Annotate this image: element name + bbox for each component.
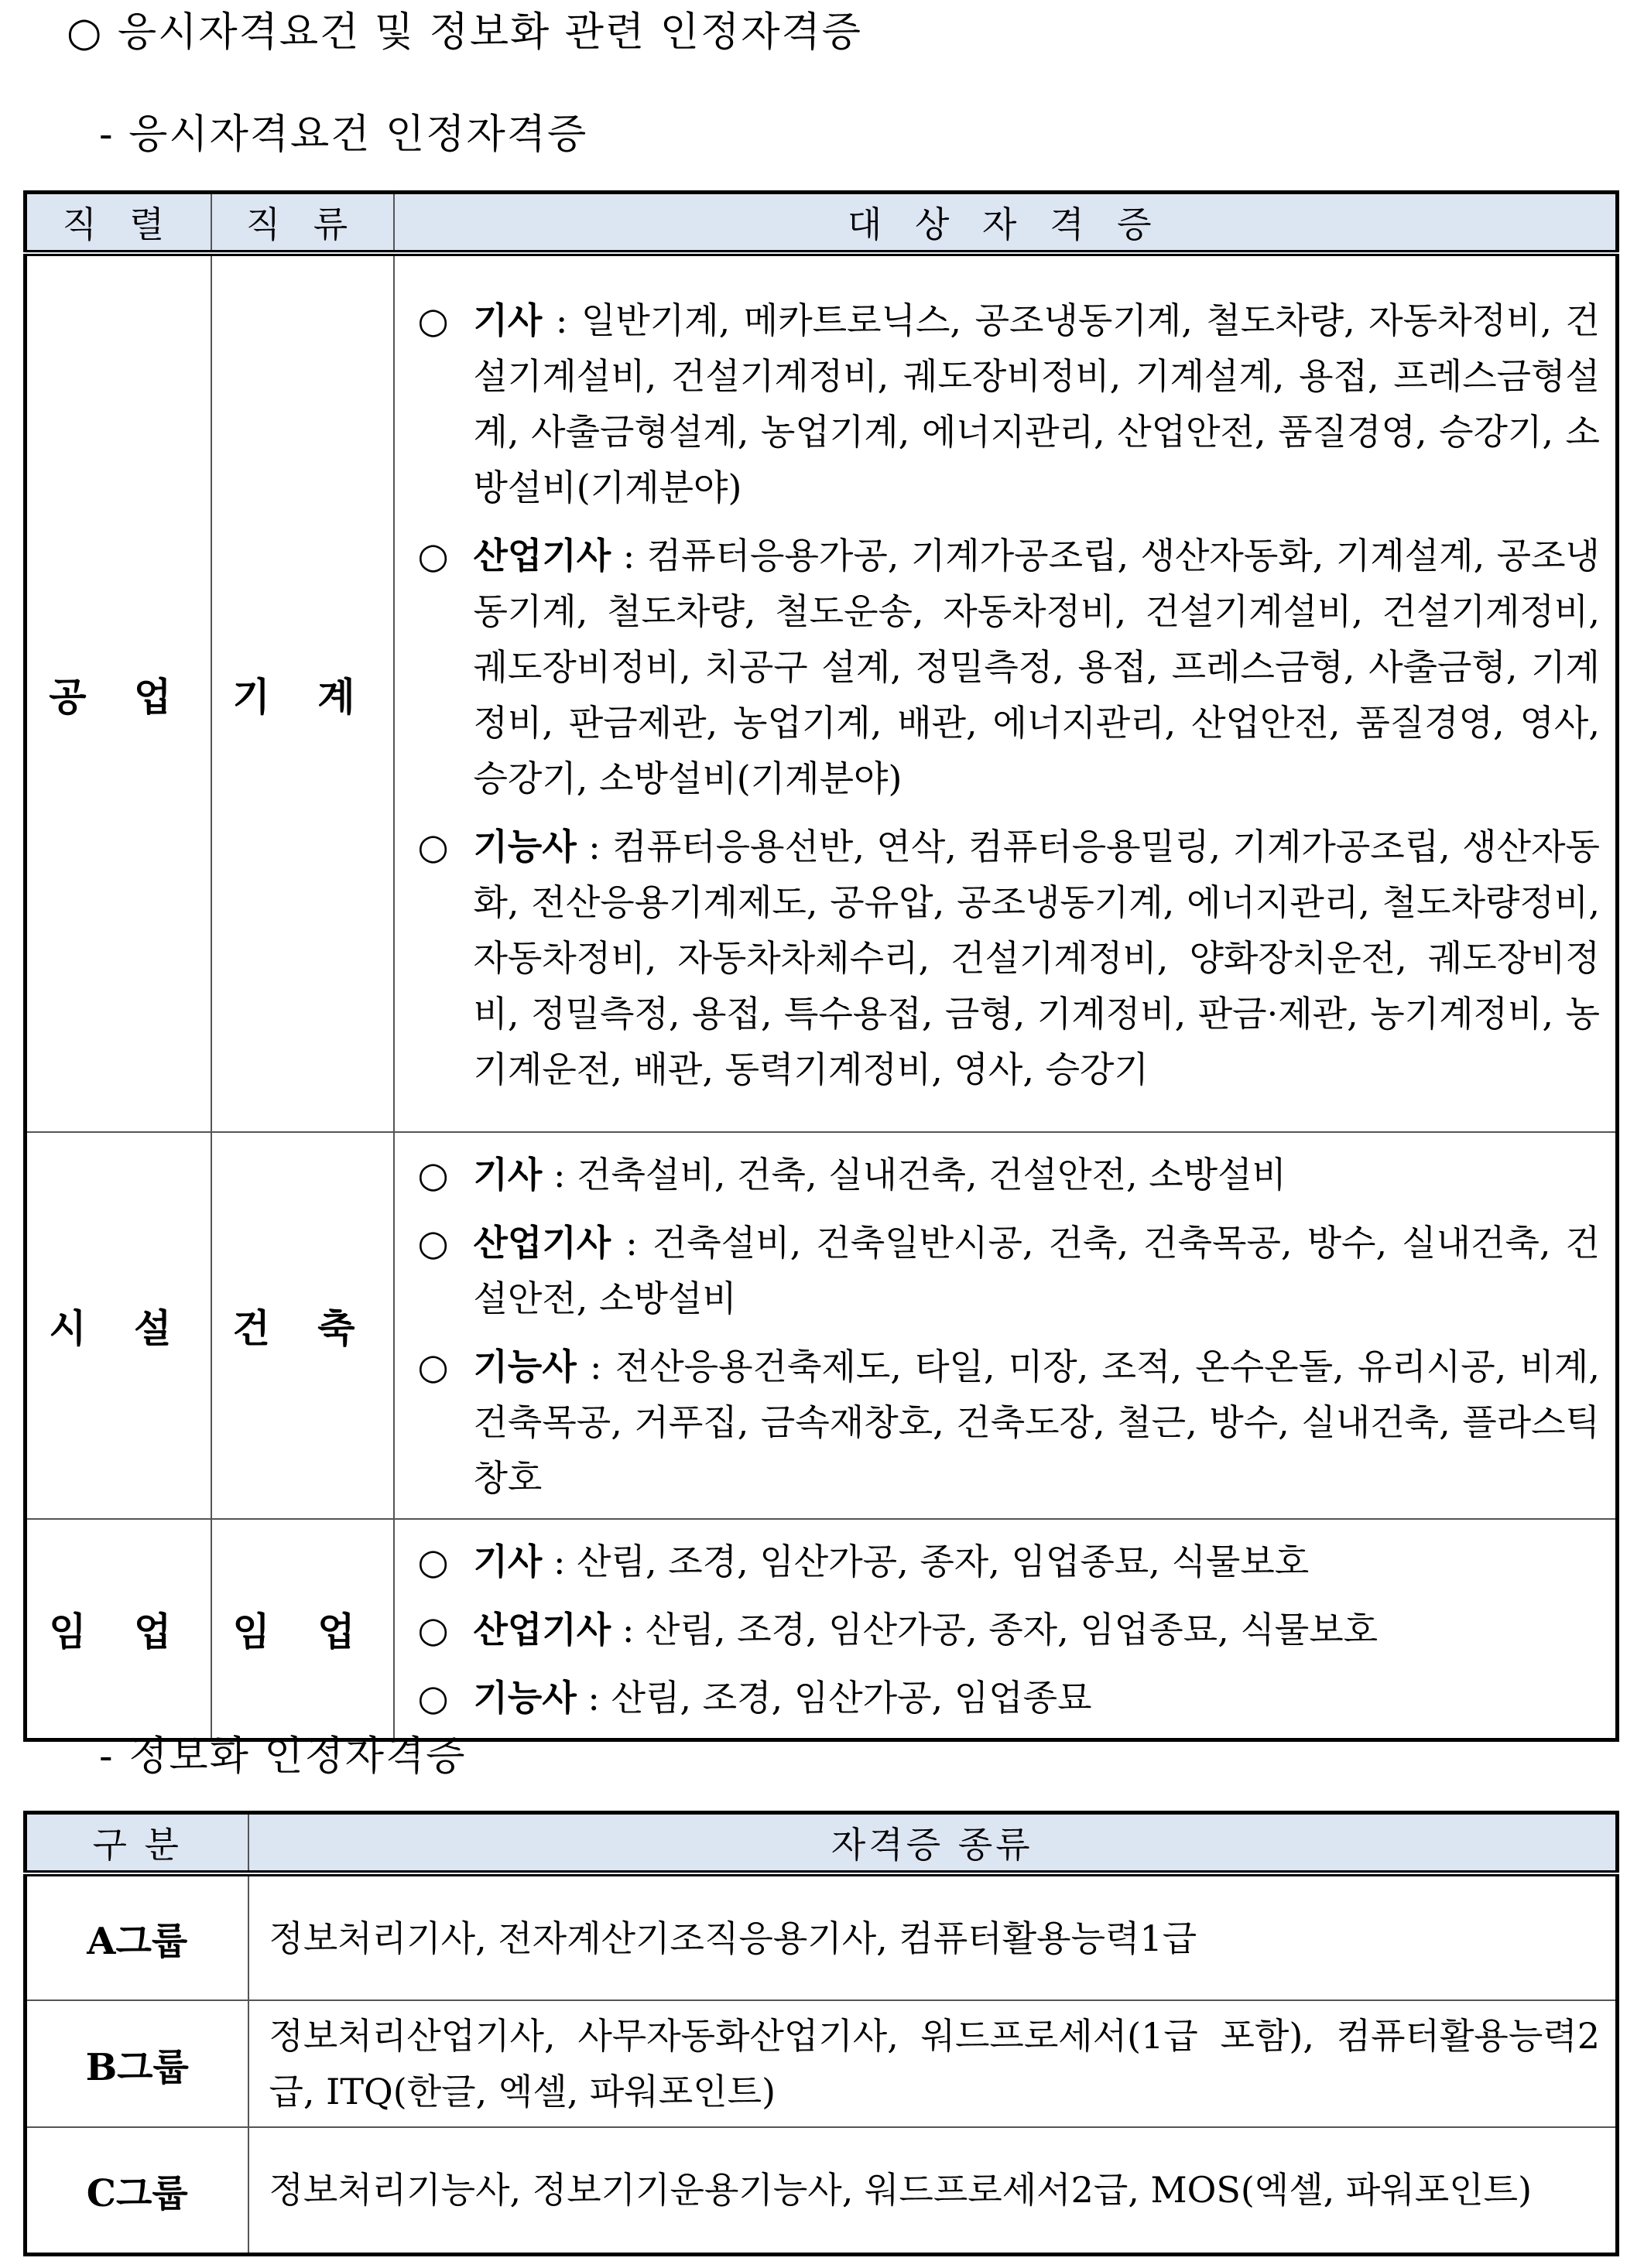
table-row xyxy=(26,1132,1618,1519)
series-cell: 임 업 xyxy=(26,1519,211,1740)
certificate-level-label: 기능사 xyxy=(473,1346,577,1387)
certificate-item xyxy=(418,528,1601,806)
it-certificate-table xyxy=(23,1811,1619,2256)
group-cell: C그룹 xyxy=(26,2127,248,2254)
certificate-text xyxy=(474,1147,1601,1202)
series-cell: 시 설 xyxy=(26,1132,211,1519)
separator: : xyxy=(611,1609,646,1651)
type-cell: 기 계 xyxy=(211,253,394,1132)
table-header-row xyxy=(26,1813,1618,1874)
certificate-list: 산림, 조경, 임산가공, 종자, 임업종묘, 식물보호 xyxy=(577,1541,1310,1582)
certificate-item xyxy=(418,1147,1601,1202)
table-header-row xyxy=(26,193,1618,254)
certificates-cell xyxy=(394,1519,1618,1740)
certificate-item xyxy=(418,292,1601,515)
section-heading: ○ 응시자격요건 및 정보화 관련 인정자격증 xyxy=(67,9,862,56)
subheading-exam-qualification: - 응시자격요건 인정자격증 xyxy=(99,111,588,158)
certificate-item xyxy=(418,819,1601,1097)
certificate-text xyxy=(474,1534,1601,1589)
certificate-list: 건축설비, 건축, 실내건축, 건설안전, 소방설비 xyxy=(577,1154,1286,1196)
table-row xyxy=(26,1519,1618,1740)
table-row xyxy=(26,1873,1618,2000)
certificate-text xyxy=(474,819,1601,1097)
certificate-item xyxy=(418,1215,1601,1326)
bullet-icon: ○ xyxy=(417,1154,449,1196)
certificate-text xyxy=(474,1602,1601,1657)
certificates-cell xyxy=(394,1132,1618,1519)
certificate-level-label: 기사 xyxy=(473,1154,543,1196)
certificate-list: 컴퓨터응용선반, 연삭, 컴퓨터응용밀링, 기계가공조립, 생산자동화, 전산응용기계제도, 공유압, 공조냉동기계, 에너지관리, 철도차량정비, 자동차정비, 자동차차체수리, 건설기계정비, 양화장치운전, 궤도장비정비, 정밀측정, 용접, 특수용접, 금형, 기계정비, 판금·제관, 농기계정비, 농기계운전, 배관, 동력기계정비, 영사, 승강기 xyxy=(473,825,1600,1090)
group-cell: B그룹 xyxy=(26,2000,248,2127)
type-cell: 임 업 xyxy=(211,1519,394,1740)
separator: : xyxy=(576,1677,611,1719)
header-certificate-type: 자격증 종류 xyxy=(248,1813,1618,1874)
separator: : xyxy=(576,1346,615,1387)
certificate-level-label: 산업기사 xyxy=(473,534,611,576)
bullet-icon: ○ xyxy=(417,299,449,341)
certificate-level-label: 기사 xyxy=(473,1541,543,1582)
group-cell: A그룹 xyxy=(26,1873,248,2000)
bullet-icon: ○ xyxy=(417,1609,449,1651)
certificate-list: 전산응용건축제도, 타일, 미장, 조적, 온수온돌, 유리시공, 비계, 건축목공, 거푸집, 금속재창호, 건축도장, 철근, 방수, 실내건축, 플라스틱창호 xyxy=(473,1346,1600,1499)
header-series: 직 렬 xyxy=(26,193,211,254)
certificate-level-label: 산업기사 xyxy=(473,1609,611,1651)
subheading-it-certificates: - 정보화 인정자격증 xyxy=(99,1733,467,1780)
separator: : xyxy=(576,825,613,867)
bullet-icon: ○ xyxy=(417,1346,449,1387)
table-row xyxy=(26,2127,1618,2254)
certificate-list: 일반기계, 메카트로닉스, 공조냉동기계, 철도차량, 자동차정비, 건설기계설비, 건설기계정비, 궤도장비정비, 기계설계, 용접, 프레스금형설계, 사출금형설계, 농업기계, 에너지관리, 산업안전, 품질경영, 승강기, 소방설비(기계분야) xyxy=(473,299,1600,508)
certificate-text xyxy=(474,528,1601,806)
certificate-text xyxy=(474,292,1601,515)
certificate-level-label: 기능사 xyxy=(473,1677,577,1719)
type-cell: 건 축 xyxy=(211,1132,394,1519)
header-target-certificates: 대 상 자 격 증 xyxy=(394,193,1618,254)
header-type: 직 류 xyxy=(211,193,394,254)
bullet-icon: ○ xyxy=(417,534,449,576)
certificate-types-cell: 정보처리기능사, 정보기기운용기능사, 워드프로세서2급, MOS(엑셀, 파워포인트) xyxy=(248,2127,1618,2254)
header-category: 구 분 xyxy=(26,1813,248,1874)
exam-qualification-table xyxy=(23,190,1619,1742)
bullet-icon: ○ xyxy=(417,1222,449,1264)
certificate-level-label: 기사 xyxy=(473,299,543,341)
certificate-level-label: 기능사 xyxy=(473,825,577,867)
certificate-text xyxy=(474,1215,1601,1326)
separator: : xyxy=(611,1222,652,1264)
certificate-item xyxy=(418,1670,1601,1726)
certificate-types-cell: 정보처리산업기사, 사무자동화산업기사, 워드프로세서(1급 포함), 컴퓨터활용능력2급, ITQ(한글, 엑셀, 파워포인트) xyxy=(248,2000,1618,2127)
separator: : xyxy=(542,1154,577,1196)
series-cell: 공 업 xyxy=(26,253,211,1132)
certificate-types-cell: 정보처리기사, 전자계산기조직응용기사, 컴퓨터활용능력1급 xyxy=(248,1873,1618,2000)
certificate-item xyxy=(418,1534,1601,1589)
certificate-text xyxy=(474,1670,1601,1726)
certificate-list: 산림, 조경, 임산가공, 종자, 임업종묘, 식물보호 xyxy=(646,1609,1379,1651)
bullet-icon: ○ xyxy=(417,1677,449,1719)
certificate-item xyxy=(418,1602,1601,1657)
certificate-level-label: 산업기사 xyxy=(473,1222,611,1264)
certificate-list: 건축설비, 건축일반시공, 건축, 건축목공, 방수, 실내건축, 건설안전, 소방설비 xyxy=(473,1222,1600,1319)
certificate-item xyxy=(418,1339,1601,1506)
separator: : xyxy=(542,299,581,341)
certificate-list: 컴퓨터응용가공, 기계가공조립, 생산자동화, 기계설계, 공조냉동기계, 철도차량, 철도운송, 자동차정비, 건설기계설비, 건설기계정비, 궤도장비정비, 치공구 설계, 정밀측정, 용접, 프레스금형, 사출금형, 기계정비, 판금제관, 농업기계, 배관, 에너지관리, 산업안전, 품질경영, 영사, 승강기, 소방설비(기계분야) xyxy=(473,534,1600,799)
certificates-cell xyxy=(394,253,1618,1132)
bullet-icon: ○ xyxy=(417,825,449,867)
table-row xyxy=(26,253,1618,1132)
separator: : xyxy=(611,534,647,576)
table-row xyxy=(26,2000,1618,2127)
certificate-text xyxy=(474,1339,1601,1506)
certificate-list: 산림, 조경, 임산가공, 임업종묘 xyxy=(611,1677,1092,1719)
separator: : xyxy=(542,1541,577,1582)
bullet-icon: ○ xyxy=(417,1541,449,1582)
